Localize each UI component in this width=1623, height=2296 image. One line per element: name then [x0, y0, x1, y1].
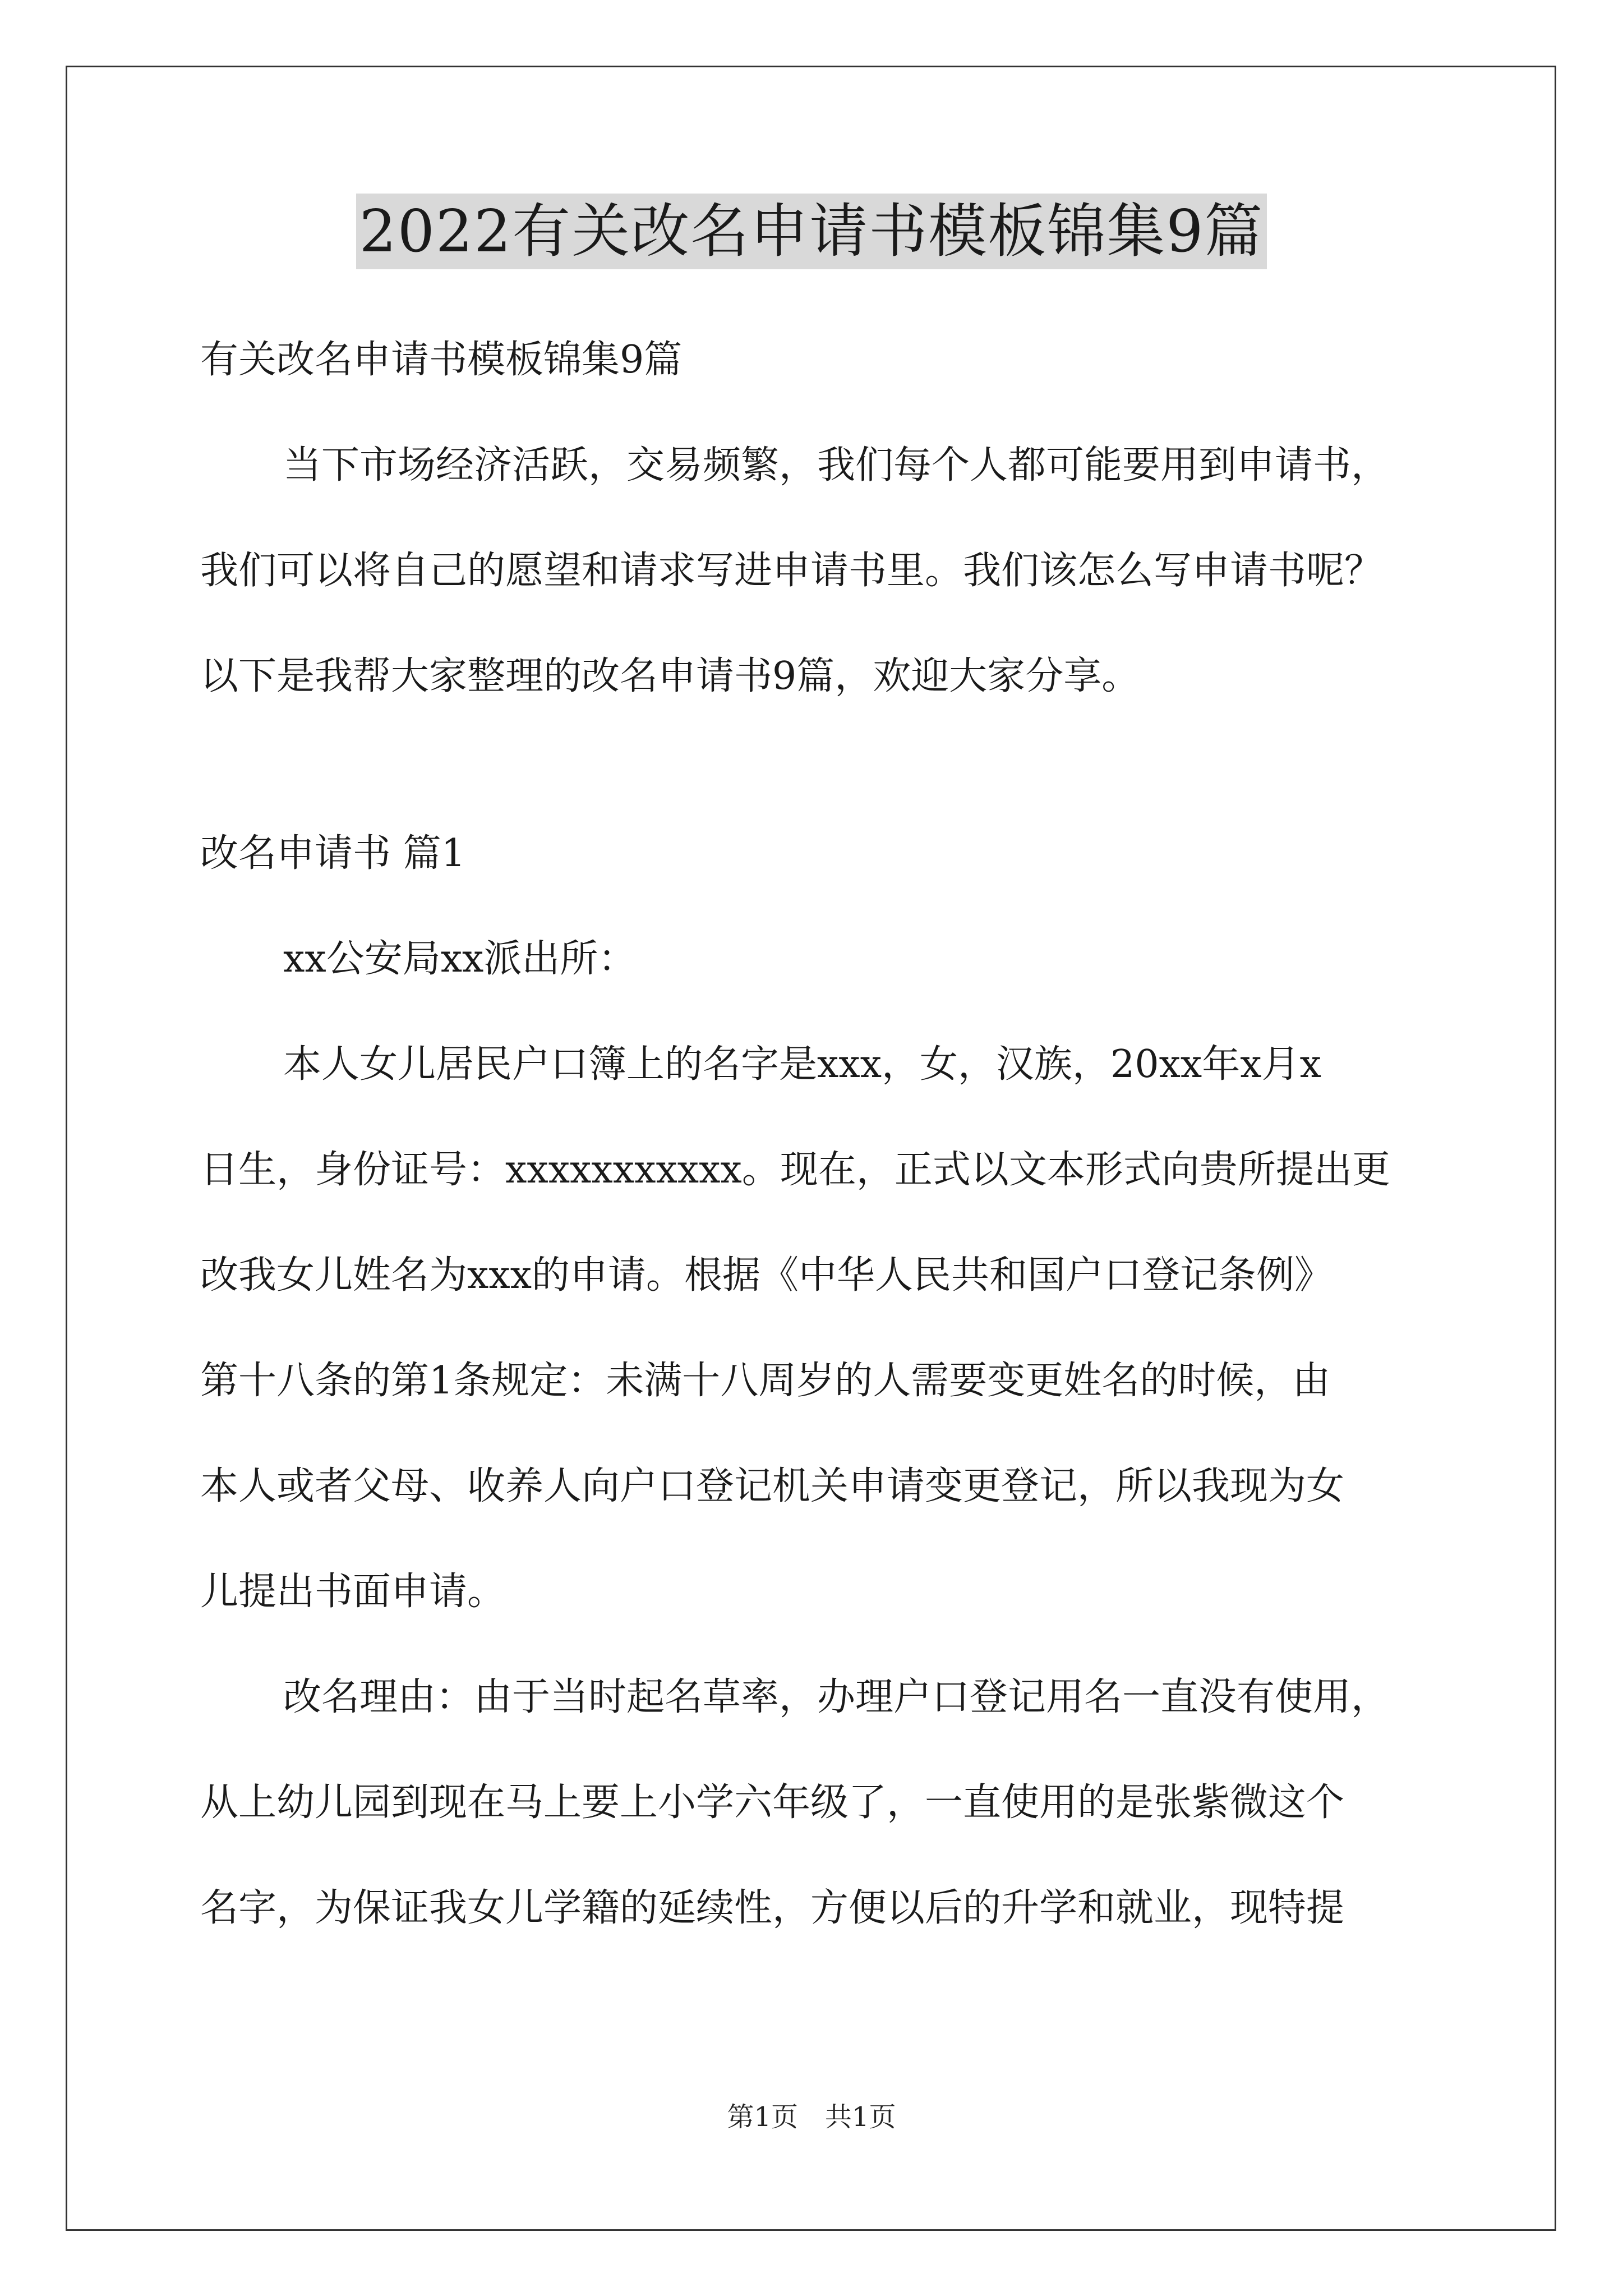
intro-paragraph — [200, 413, 1459, 729]
section-heading — [200, 801, 1459, 907]
document-title: 2022有关改名申请书模板锦集9篇 — [356, 194, 1267, 269]
body-line: 名字，为保证我女儿学籍的延续性，方便以后的升学和就业，现特提 — [200, 1886, 1345, 1930]
body-line: 本人女儿居民户口簿上的名字是xxx，女，汉族，20xx年x月x — [283, 1042, 1321, 1087]
body-line: 儿提出书面申请。 — [200, 1570, 506, 1614]
body-line: 改名理由：由于当时起名草率，办理户口登记用名一直没有使用， — [283, 1675, 1390, 1719]
document-body — [200, 307, 1459, 1961]
body-line: 改我女儿姓名为xxx的申请。根据《中华人民共和国户口登记条例》 — [200, 1253, 1333, 1297]
body-line: 从上幼儿园到现在马上要上小学六年级了，一直使用的是张紫微这个 — [200, 1780, 1345, 1825]
section-spacer — [200, 729, 1459, 801]
intro-line: 以下是我帮大家整理的改名申请书9篇，欢迎大家分享。 — [200, 654, 1140, 698]
page-footer: 第1页 共1页 — [727, 2101, 896, 2133]
intro-line: 当下市场经济活跃，交易频繁，我们每个人都可能要用到申请书， — [283, 443, 1390, 487]
body-line: 本人或者父母、收养人向户口登记机关申请变更登记，所以我现为女 — [200, 1464, 1345, 1508]
document-subtitle — [200, 307, 1459, 413]
body-paragraph-1 — [200, 1012, 1459, 1645]
salutation — [200, 907, 1459, 1012]
body-line: 第十八条的第1条规定：未满十八周岁的人需要变更姓名的时候，由 — [200, 1359, 1331, 1403]
subtitle-line: 有关改名申请书模板锦集9篇 — [200, 338, 683, 382]
title-container — [0, 194, 1623, 269]
body-paragraph-2 — [200, 1645, 1459, 1961]
salutation-text: xx公安局xx派出所： — [283, 937, 637, 981]
body-line: 日生，身份证号：xxxxxxxxxxx。现在，正式以文本形式向贵所提出更 — [200, 1148, 1390, 1192]
intro-line: 我们可以将自己的愿望和请求写进申请书里。我们该怎么写申请书呢？ — [200, 549, 1383, 593]
section-heading-text: 改名申请书 篇1 — [200, 831, 465, 876]
